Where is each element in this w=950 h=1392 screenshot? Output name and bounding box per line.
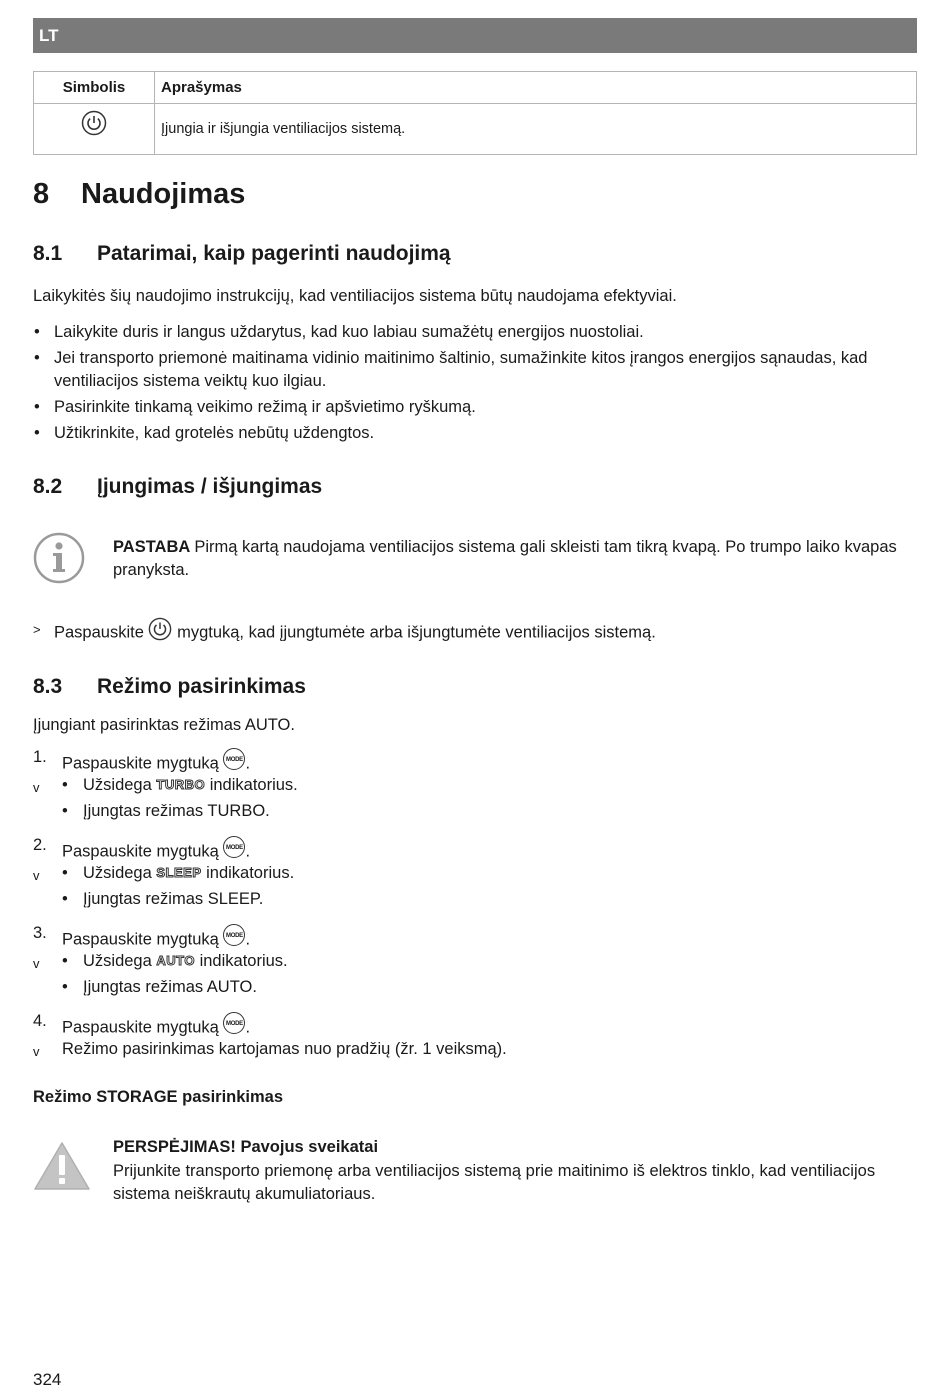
mode-button-icon: MODE xyxy=(223,1012,245,1034)
step-text: Paspauskite mygtuką MODE . xyxy=(62,841,250,863)
result-marker-icon: v xyxy=(33,868,40,883)
symbol-table-header xyxy=(34,72,917,104)
language-label: LT xyxy=(39,26,59,45)
step-number: 1. xyxy=(33,748,47,766)
mode-button-icon: MODE xyxy=(223,748,245,770)
list-item: • Įjungtas režimas SLEEP. xyxy=(62,890,263,909)
col-description: Aprašymas xyxy=(155,72,917,104)
mode-button-icon: MODE xyxy=(223,924,245,946)
list-item: • Pasirinkite tinkamą veikimo režimą ir apšvietimo ryškumą. xyxy=(33,396,903,419)
language-header-bar xyxy=(33,18,917,53)
warning-title: PERSPĖJIMAS! Pavojus sveikatai xyxy=(113,1138,379,1156)
symbol-cell xyxy=(34,104,155,155)
warning-icon xyxy=(33,1140,91,1192)
description-cell: Įjungia ir išjungia ventiliacijos sistemą. xyxy=(155,104,917,155)
turbo-indicator-icon: TURBO xyxy=(156,777,206,793)
list-item: • Užsidega SLEEP indikatorius. xyxy=(62,864,294,883)
list-item: • Įjungtas režimas AUTO. xyxy=(62,978,257,997)
symbol-table xyxy=(33,71,917,155)
section-8-2-heading: 8.2 Įjungimas / išjungimas xyxy=(33,475,323,498)
note-label: PASTABA xyxy=(113,538,191,556)
step-text: Paspauskite mygtuką MODE . xyxy=(62,753,250,775)
step-text: Paspauskite mygtuką MODE . xyxy=(62,929,250,951)
mode-button-icon: MODE xyxy=(223,836,245,858)
list-item: • Laikykite duris ir langus uždarytus, kad kuo labiau sumažėtų energijos nuostoliai. xyxy=(33,321,903,344)
result-marker-icon: v xyxy=(33,956,40,971)
list-item: • Užtikrinkite, kad grotelės nebūtų uždengtos. xyxy=(33,422,903,445)
section-8-3-intro: Įjungiant pasirinktas režimas AUTO. xyxy=(33,716,295,734)
result-marker-icon: v xyxy=(33,1044,40,1059)
info-icon xyxy=(33,532,85,584)
section-8-1-intro: Laikykitės šių naudojimo instrukcijų, kad ventiliacijos sistema būtų naudojama efektyviai. xyxy=(33,287,677,305)
section-8-heading: 8 Naudojimas xyxy=(33,178,246,210)
table-row xyxy=(34,104,917,155)
power-action-step: Paspauskite mygtuką, kad įjungtumėte arba išjungtumėte ventiliacijos sistemą. xyxy=(54,621,656,645)
page-number: 324 xyxy=(33,1370,62,1389)
step-result: Režimo pasirinkimas kartojamas nuo pradžių (žr. 1 veiksmą). xyxy=(62,1040,507,1058)
step-number: 4. xyxy=(33,1012,47,1030)
list-item: • Užsidega AUTO indikatorius. xyxy=(62,952,288,971)
col-symbol: Simbolis xyxy=(34,72,155,104)
note-block xyxy=(113,536,918,582)
step-text: Paspauskite mygtuką MODE . xyxy=(62,1017,250,1039)
power-icon xyxy=(81,110,107,136)
auto-indicator-icon: AUTO xyxy=(156,953,195,969)
warning-text: Prijunkite transporto priemonę arba ventiliacijos sistemą prie maitinimo iš elektros tinklo, kad ventiliacijos sistema neiškrautų akumuliatoriaus. xyxy=(113,1162,876,1203)
list-item: • Įjungtas režimas TURBO. xyxy=(62,802,270,821)
note-text: Pirmą kartą naudojama ventiliacijos sistema gali skleisti tam tikrą kvapą. Po trumpo laiko kvapas pranyksta. xyxy=(113,538,897,579)
sleep-indicator-icon: SLEEP xyxy=(156,865,202,881)
section-8-1-heading: 8.1 Patarimai, kaip pagerinti naudojimą xyxy=(33,242,451,265)
storage-heading: Režimo STORAGE pasirinkimas xyxy=(33,1088,284,1106)
step-number: 3. xyxy=(33,924,47,942)
list-item: • Jei transporto priemonė maitinama vidinio maitinimo šaltinio, sumažinkite kitos įrangos energijos sąnaudas, kad ventiliacijos sistema veiktų kuo ilgiau. xyxy=(33,347,903,393)
action-arrow-icon: > xyxy=(33,622,41,637)
result-marker-icon: v xyxy=(33,780,40,795)
power-icon xyxy=(148,617,172,641)
tips-list xyxy=(33,321,903,448)
step-number: 2. xyxy=(33,836,47,854)
list-item: • Užsidega TURBO indikatorius. xyxy=(62,776,298,795)
section-8-3-heading: 8.3 Režimo pasirinkimas xyxy=(33,675,306,698)
